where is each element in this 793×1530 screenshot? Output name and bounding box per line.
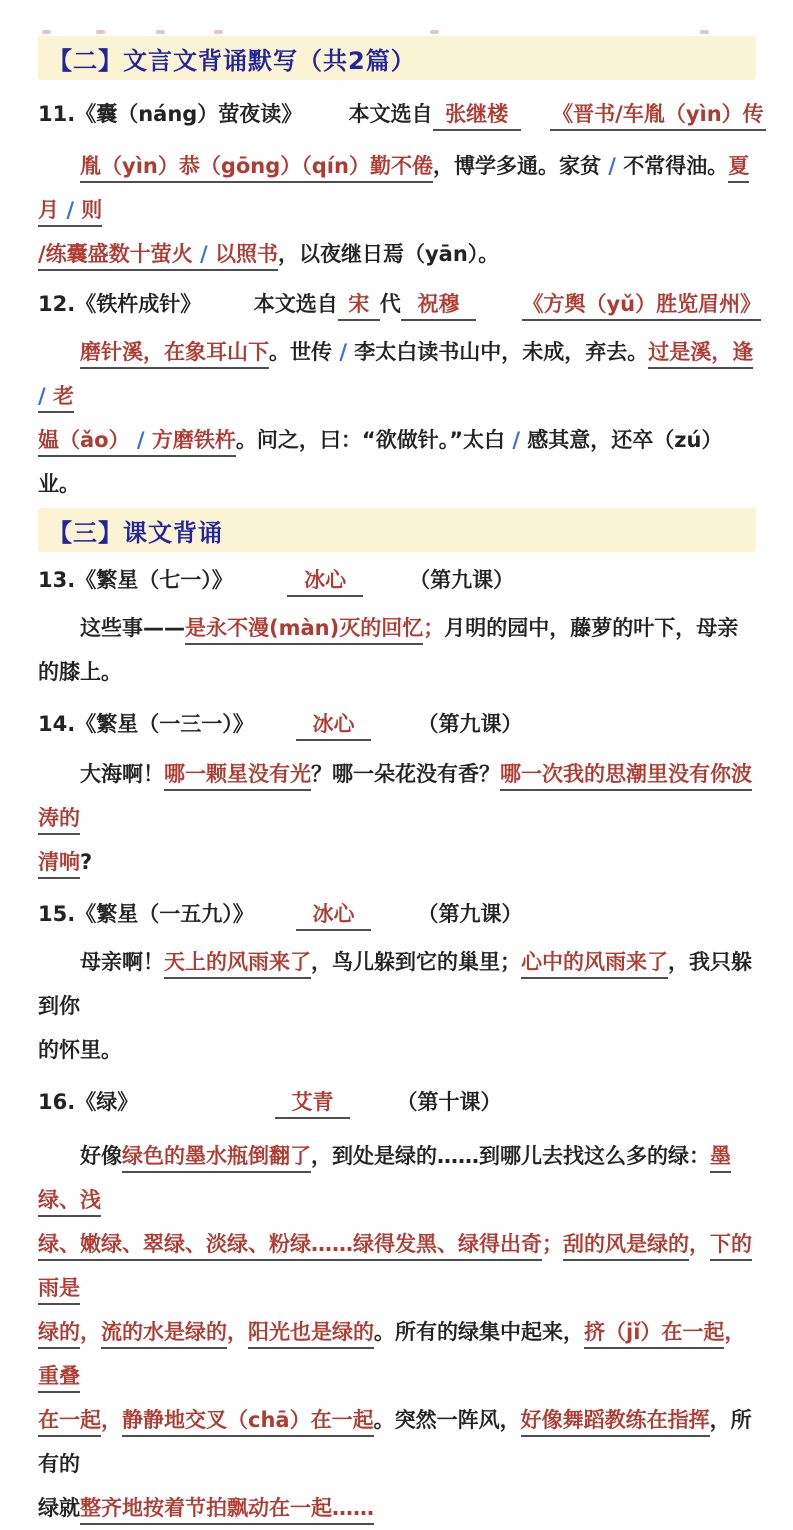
- spacer: [371, 900, 417, 928]
- answer-text: 冰心: [296, 902, 372, 931]
- text-segment: ，: [80, 1320, 101, 1344]
- text-segment: 13.《繁星（七一）》: [38, 568, 233, 592]
- text-segment: 12.《铁杵成针》: [38, 292, 202, 316]
- text-segment: 母亲啊！: [80, 950, 164, 974]
- text-segment: 16.《绿》: [38, 1090, 139, 1114]
- section-banner-wenyanwen: [38, 36, 756, 80]
- answer-text: 绿、嫩绿、翠绿、淡绿、粉绿……: [38, 1232, 353, 1261]
- answer-text: 过是溪，逢: [648, 340, 753, 369]
- answer-text: 心中的风雨来了: [521, 950, 668, 979]
- spacer: [371, 710, 417, 738]
- item-15-title-line: [38, 900, 756, 928]
- text-segment: ；: [423, 616, 445, 640]
- text-segment: ，到处是绿的……到哪儿去找这么多的绿：: [311, 1144, 710, 1168]
- text-segment: 11.《囊（náng）萤夜读》: [38, 102, 303, 126]
- section-banner-title: 【三】课文背诵: [48, 518, 223, 547]
- answer-text: 墨绿、浅: [38, 1144, 731, 1217]
- text-segment: 大海啊！: [80, 762, 164, 786]
- text-segment: 绿就: [38, 1496, 80, 1520]
- item-15-passage: [38, 940, 756, 1072]
- spacer: [254, 900, 296, 928]
- spacer: [201, 290, 254, 318]
- answer-text: 以照书: [215, 242, 278, 271]
- text-segment: （第九课）: [409, 568, 515, 592]
- text-segment: 。突然一阵风，: [373, 1408, 521, 1432]
- text-segment: ，所有的: [38, 1408, 752, 1476]
- answer-text: 流的水是绿的: [101, 1320, 227, 1349]
- item-16-title-line: [38, 1088, 756, 1116]
- spacer: [521, 100, 550, 128]
- section-banner-title: 【二】文言文背诵默写（共2篇）: [48, 46, 416, 75]
- answer-text: /: [137, 428, 152, 457]
- answer-text: 重叠: [38, 1364, 80, 1393]
- text-segment: 本文选自: [253, 292, 338, 316]
- item-11-title-line: [38, 100, 764, 128]
- text-segment: ，: [689, 1232, 710, 1256]
- answer-text: 刮的风是绿的: [563, 1232, 689, 1261]
- spacer: [254, 710, 296, 738]
- text-segment: ，鸟儿躲到它的巢里；: [311, 950, 521, 974]
- text-segment: ，: [724, 1320, 746, 1344]
- answer-text: 磨针溪，在象耳山下: [80, 340, 269, 369]
- answer-text: 胤（yìn）恭（gōng）（qín）勤不倦: [80, 154, 433, 183]
- spacer: [350, 1088, 396, 1116]
- section-banner-kewen: [38, 508, 756, 552]
- item-12-passage: [38, 330, 756, 506]
- answer-text: 绿得发黑、绿得出奇: [353, 1232, 542, 1261]
- text-segment: 好像: [80, 1144, 122, 1168]
- text-segment: 这些事——: [80, 616, 185, 640]
- spacer: [302, 100, 348, 128]
- text-segment: 本文选自: [348, 102, 433, 126]
- answer-text: 静静地交叉（chā）在一起: [122, 1408, 374, 1437]
- answer-text: 整齐地按着节拍飘动在一起……: [80, 1496, 374, 1525]
- answer-text: 在一起: [38, 1408, 101, 1437]
- text-segment: ?: [80, 850, 93, 874]
- text-segment: /: [339, 340, 347, 364]
- item-11-passage: [38, 144, 756, 276]
- text-segment: ，: [227, 1320, 248, 1344]
- answer-text: 祝穆: [401, 292, 477, 321]
- spacer: [138, 1088, 275, 1116]
- answer-text: 艾青: [275, 1090, 351, 1119]
- item-13-title-line: [38, 566, 756, 594]
- answer-text: 清响: [38, 850, 80, 879]
- text-segment: ；: [542, 1232, 563, 1256]
- text-segment: ，以夜继日焉（yān）。: [277, 242, 500, 266]
- answer-text: 下的雨是: [38, 1232, 752, 1305]
- answer-text: /练囊盛数十萤火: [38, 242, 200, 271]
- answer-text: 夏月: [38, 154, 749, 227]
- text-segment: 的怀里。: [38, 1038, 122, 1062]
- text-segment: ，博学多通。家贫: [432, 154, 609, 178]
- text-segment: 不常得油。: [615, 154, 729, 178]
- text-segment: （第十课）: [396, 1090, 502, 1114]
- text-segment: ，: [101, 1408, 122, 1432]
- answer-text: /: [200, 242, 215, 271]
- text-segment: 代: [379, 292, 401, 316]
- answer-text: 《方舆（yǔ）胜览眉州》: [522, 292, 761, 321]
- text-segment: 月明的园中，藤萝的叶下，母亲的膝上。: [38, 616, 739, 684]
- item-16-passage: [38, 1134, 756, 1530]
- text-segment: 李太白读书山中，未成，弃去。: [346, 340, 649, 364]
- answer-text: 哪一次我的思潮里没有你波涛的: [38, 762, 752, 835]
- text-segment: （第九课）: [417, 712, 523, 736]
- text-segment: 感其意，还卒（zú）业。: [38, 428, 723, 496]
- text-segment: 14.《繁星（一三一）》: [38, 712, 254, 736]
- item-14-title-line: [38, 710, 756, 738]
- text-segment: 。所有的绿集中起来，: [374, 1320, 584, 1344]
- answer-text: /: [66, 198, 81, 227]
- spacer: [233, 566, 288, 594]
- answer-text: 绿色的墨水瓶倒翻了: [122, 1144, 311, 1173]
- answer-text: 天上的风雨来了: [164, 950, 311, 979]
- text-segment: ，我只躲到你: [38, 950, 752, 1018]
- spacer: [363, 566, 409, 594]
- item-12-title-line: [38, 290, 762, 318]
- answer-text: 方磨铁杵: [152, 428, 236, 457]
- answer-text: 阳光也是绿的: [248, 1320, 374, 1349]
- text-segment: ？哪一朵花没有香？: [311, 762, 500, 786]
- text-segment: 。世传: [269, 340, 340, 364]
- text-segment: /: [512, 428, 520, 452]
- item-13-passage: [38, 606, 756, 694]
- text-segment: /: [608, 154, 616, 178]
- answer-text: 哪一颗星没有光: [164, 762, 311, 791]
- answer-text: 冰心: [296, 712, 372, 741]
- answer-text: 冰心: [287, 568, 363, 597]
- answer-text: 《晋书/车胤（yìn）传: [550, 102, 766, 131]
- text-segment: （第九课）: [417, 902, 523, 926]
- answer-text: 宋: [338, 292, 380, 321]
- text-segment: 15.《繁星（一五九）》: [38, 902, 254, 926]
- answer-text: 媪（ǎo）: [38, 428, 137, 457]
- answer-text: 是永不漫(màn)灭的回忆: [185, 616, 423, 645]
- answer-text: 老: [53, 384, 74, 413]
- text-segment: 。问之，曰：“欲做针。”太白: [235, 428, 513, 452]
- item-14-passage: [38, 752, 756, 884]
- answer-text: 好像舞蹈教练在指挥: [521, 1408, 710, 1437]
- answer-text: 挤（jǐ）在一起: [584, 1320, 724, 1349]
- answer-text: 绿的: [38, 1320, 80, 1349]
- spacer: [476, 290, 522, 318]
- answer-text: 张继楼: [433, 102, 521, 131]
- answer-text: 则: [81, 198, 102, 227]
- answer-text: /: [38, 384, 53, 413]
